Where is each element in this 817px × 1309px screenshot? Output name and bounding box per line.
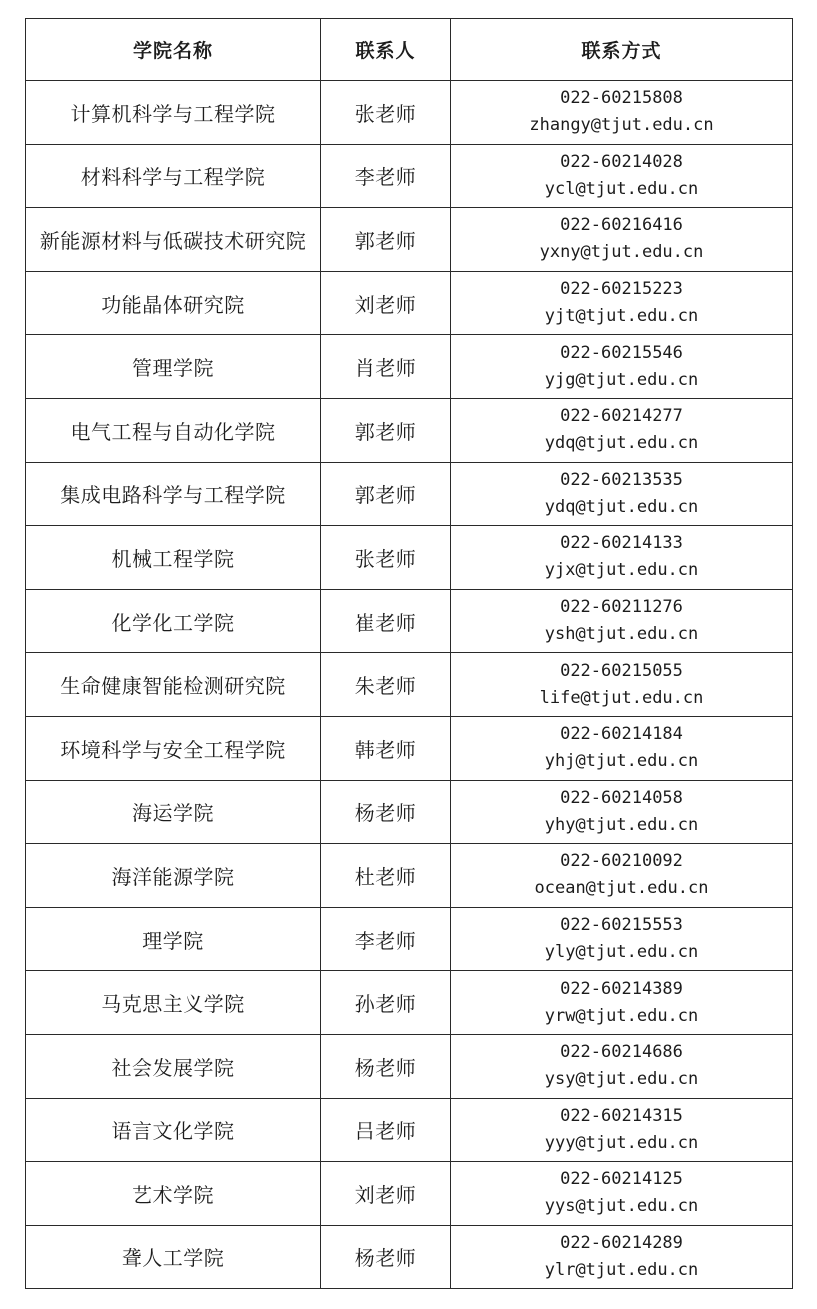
phone-number: 022-60213535 xyxy=(560,469,683,490)
contact-person-cell: 刘老师 xyxy=(321,271,451,335)
contact-method-cell xyxy=(451,844,793,908)
contact-person-cell: 郭老师 xyxy=(321,208,451,272)
contact-person-cell: 杨老师 xyxy=(321,780,451,844)
contact-person-cell: 崔老师 xyxy=(321,589,451,653)
phone-number: 022-60214125 xyxy=(560,1169,683,1190)
contact-person-cell: 韩老师 xyxy=(321,716,451,780)
college-name-cell: 管理学院 xyxy=(26,335,321,399)
email-address: yys@tjut.edu.cn xyxy=(544,1196,699,1217)
email-address: ysh@tjut.edu.cn xyxy=(544,624,699,645)
email-address: yjg@tjut.edu.cn xyxy=(544,369,699,390)
college-name-cell: 语言文化学院 xyxy=(26,1098,321,1162)
table-row xyxy=(26,716,793,780)
contact-method-cell xyxy=(451,971,793,1035)
college-name-cell: 环境科学与安全工程学院 xyxy=(26,716,321,780)
contact-method-cell xyxy=(451,144,793,208)
phone-number: 022-60211276 xyxy=(560,597,683,618)
table-row xyxy=(26,844,793,908)
header-college-name: 学院名称 xyxy=(26,19,321,81)
phone-number: 022-60215546 xyxy=(560,342,683,363)
contact-method-cell xyxy=(451,208,793,272)
phone-number: 022-60214133 xyxy=(560,533,683,554)
contact-method-cell xyxy=(451,907,793,971)
table-row xyxy=(26,1162,793,1226)
contact-method-cell xyxy=(451,1034,793,1098)
phone-number: 022-60210092 xyxy=(560,851,683,872)
email-address: yrw@tjut.edu.cn xyxy=(544,1005,699,1026)
college-contact-table xyxy=(25,18,793,1289)
contact-person-cell: 朱老师 xyxy=(321,653,451,717)
contact-method-cell xyxy=(451,81,793,145)
contact-method-cell xyxy=(451,398,793,462)
phone-number: 022-60214028 xyxy=(560,151,683,172)
table-row xyxy=(26,526,793,590)
college-name-cell: 电气工程与自动化学院 xyxy=(26,398,321,462)
email-address: yhj@tjut.edu.cn xyxy=(544,751,699,772)
contact-method-cell xyxy=(451,589,793,653)
contact-method-cell xyxy=(451,653,793,717)
email-address: ycl@tjut.edu.cn xyxy=(544,178,699,199)
phone-number: 022-60214686 xyxy=(560,1042,683,1063)
header-contact-method: 联系方式 xyxy=(451,19,793,81)
table-row xyxy=(26,589,793,653)
email-address: yjt@tjut.edu.cn xyxy=(544,306,699,327)
table-row xyxy=(26,144,793,208)
contact-method-cell xyxy=(451,271,793,335)
email-address: life@tjut.edu.cn xyxy=(539,687,704,708)
college-name-cell: 材料科学与工程学院 xyxy=(26,144,321,208)
college-name-cell: 马克思主义学院 xyxy=(26,971,321,1035)
college-name-cell: 理学院 xyxy=(26,907,321,971)
table-row xyxy=(26,462,793,526)
header-contact-person: 联系人 xyxy=(321,19,451,81)
college-name-cell: 艺术学院 xyxy=(26,1162,321,1226)
table-header-row xyxy=(26,19,793,81)
phone-number: 022-60214058 xyxy=(560,787,683,808)
phone-number: 022-60215553 xyxy=(560,915,683,936)
table-row xyxy=(26,653,793,717)
contact-method-cell xyxy=(451,716,793,780)
phone-number: 022-60216416 xyxy=(560,215,683,236)
contact-method-cell xyxy=(451,780,793,844)
contact-person-cell: 肖老师 xyxy=(321,335,451,399)
college-name-cell: 功能晶体研究院 xyxy=(26,271,321,335)
phone-number: 022-60215808 xyxy=(560,88,683,109)
email-address: ydq@tjut.edu.cn xyxy=(544,496,699,517)
contact-person-cell: 吕老师 xyxy=(321,1098,451,1162)
college-name-cell: 海洋能源学院 xyxy=(26,844,321,908)
college-name-cell: 集成电路科学与工程学院 xyxy=(26,462,321,526)
contact-person-cell: 杨老师 xyxy=(321,1225,451,1289)
phone-number: 022-60215055 xyxy=(560,660,683,681)
email-address: ydq@tjut.edu.cn xyxy=(544,433,699,454)
phone-number: 022-60214315 xyxy=(560,1105,683,1126)
contact-method-cell xyxy=(451,526,793,590)
contact-person-cell: 杨老师 xyxy=(321,1034,451,1098)
email-address: yyy@tjut.edu.cn xyxy=(544,1132,699,1153)
table-row xyxy=(26,907,793,971)
phone-number: 022-60214277 xyxy=(560,406,683,427)
email-address: yly@tjut.edu.cn xyxy=(544,942,699,963)
phone-number: 022-60214389 xyxy=(560,978,683,999)
table-row xyxy=(26,271,793,335)
table-row xyxy=(26,971,793,1035)
contact-person-cell: 刘老师 xyxy=(321,1162,451,1226)
college-name-cell: 计算机科学与工程学院 xyxy=(26,81,321,145)
contact-method-cell xyxy=(451,1225,793,1289)
contact-person-cell: 郭老师 xyxy=(321,462,451,526)
college-name-cell: 聋人工学院 xyxy=(26,1225,321,1289)
phone-number: 022-60215223 xyxy=(560,279,683,300)
table-row xyxy=(26,780,793,844)
contact-person-cell: 杜老师 xyxy=(321,844,451,908)
contact-person-cell: 张老师 xyxy=(321,526,451,590)
phone-number: 022-60214289 xyxy=(560,1232,683,1253)
college-name-cell: 新能源材料与低碳技术研究院 xyxy=(26,208,321,272)
college-name-cell: 机械工程学院 xyxy=(26,526,321,590)
college-name-cell: 海运学院 xyxy=(26,780,321,844)
table-row xyxy=(26,1098,793,1162)
college-name-cell: 化学化工学院 xyxy=(26,589,321,653)
college-name-cell: 生命健康智能检测研究院 xyxy=(26,653,321,717)
table-row xyxy=(26,1034,793,1098)
email-address: ocean@tjut.edu.cn xyxy=(534,878,709,899)
contact-method-cell xyxy=(451,462,793,526)
table-row xyxy=(26,81,793,145)
table-row xyxy=(26,1225,793,1289)
table-row xyxy=(26,208,793,272)
table-row xyxy=(26,335,793,399)
email-address: yxny@tjut.edu.cn xyxy=(539,242,704,263)
table-row xyxy=(26,398,793,462)
email-address: ysy@tjut.edu.cn xyxy=(544,1069,699,1090)
contact-person-cell: 孙老师 xyxy=(321,971,451,1035)
email-address: zhangy@tjut.edu.cn xyxy=(529,115,714,136)
contact-person-cell: 郭老师 xyxy=(321,398,451,462)
contact-table-sheet xyxy=(25,18,792,1289)
contact-method-cell xyxy=(451,1098,793,1162)
contact-person-cell: 李老师 xyxy=(321,907,451,971)
contact-person-cell: 张老师 xyxy=(321,81,451,145)
email-address: yhy@tjut.edu.cn xyxy=(544,814,699,835)
college-name-cell: 社会发展学院 xyxy=(26,1034,321,1098)
email-address: ylr@tjut.edu.cn xyxy=(544,1259,699,1280)
contact-method-cell xyxy=(451,335,793,399)
contact-method-cell xyxy=(451,1162,793,1226)
email-address: yjx@tjut.edu.cn xyxy=(544,560,699,581)
contact-person-cell: 李老师 xyxy=(321,144,451,208)
phone-number: 022-60214184 xyxy=(560,724,683,745)
